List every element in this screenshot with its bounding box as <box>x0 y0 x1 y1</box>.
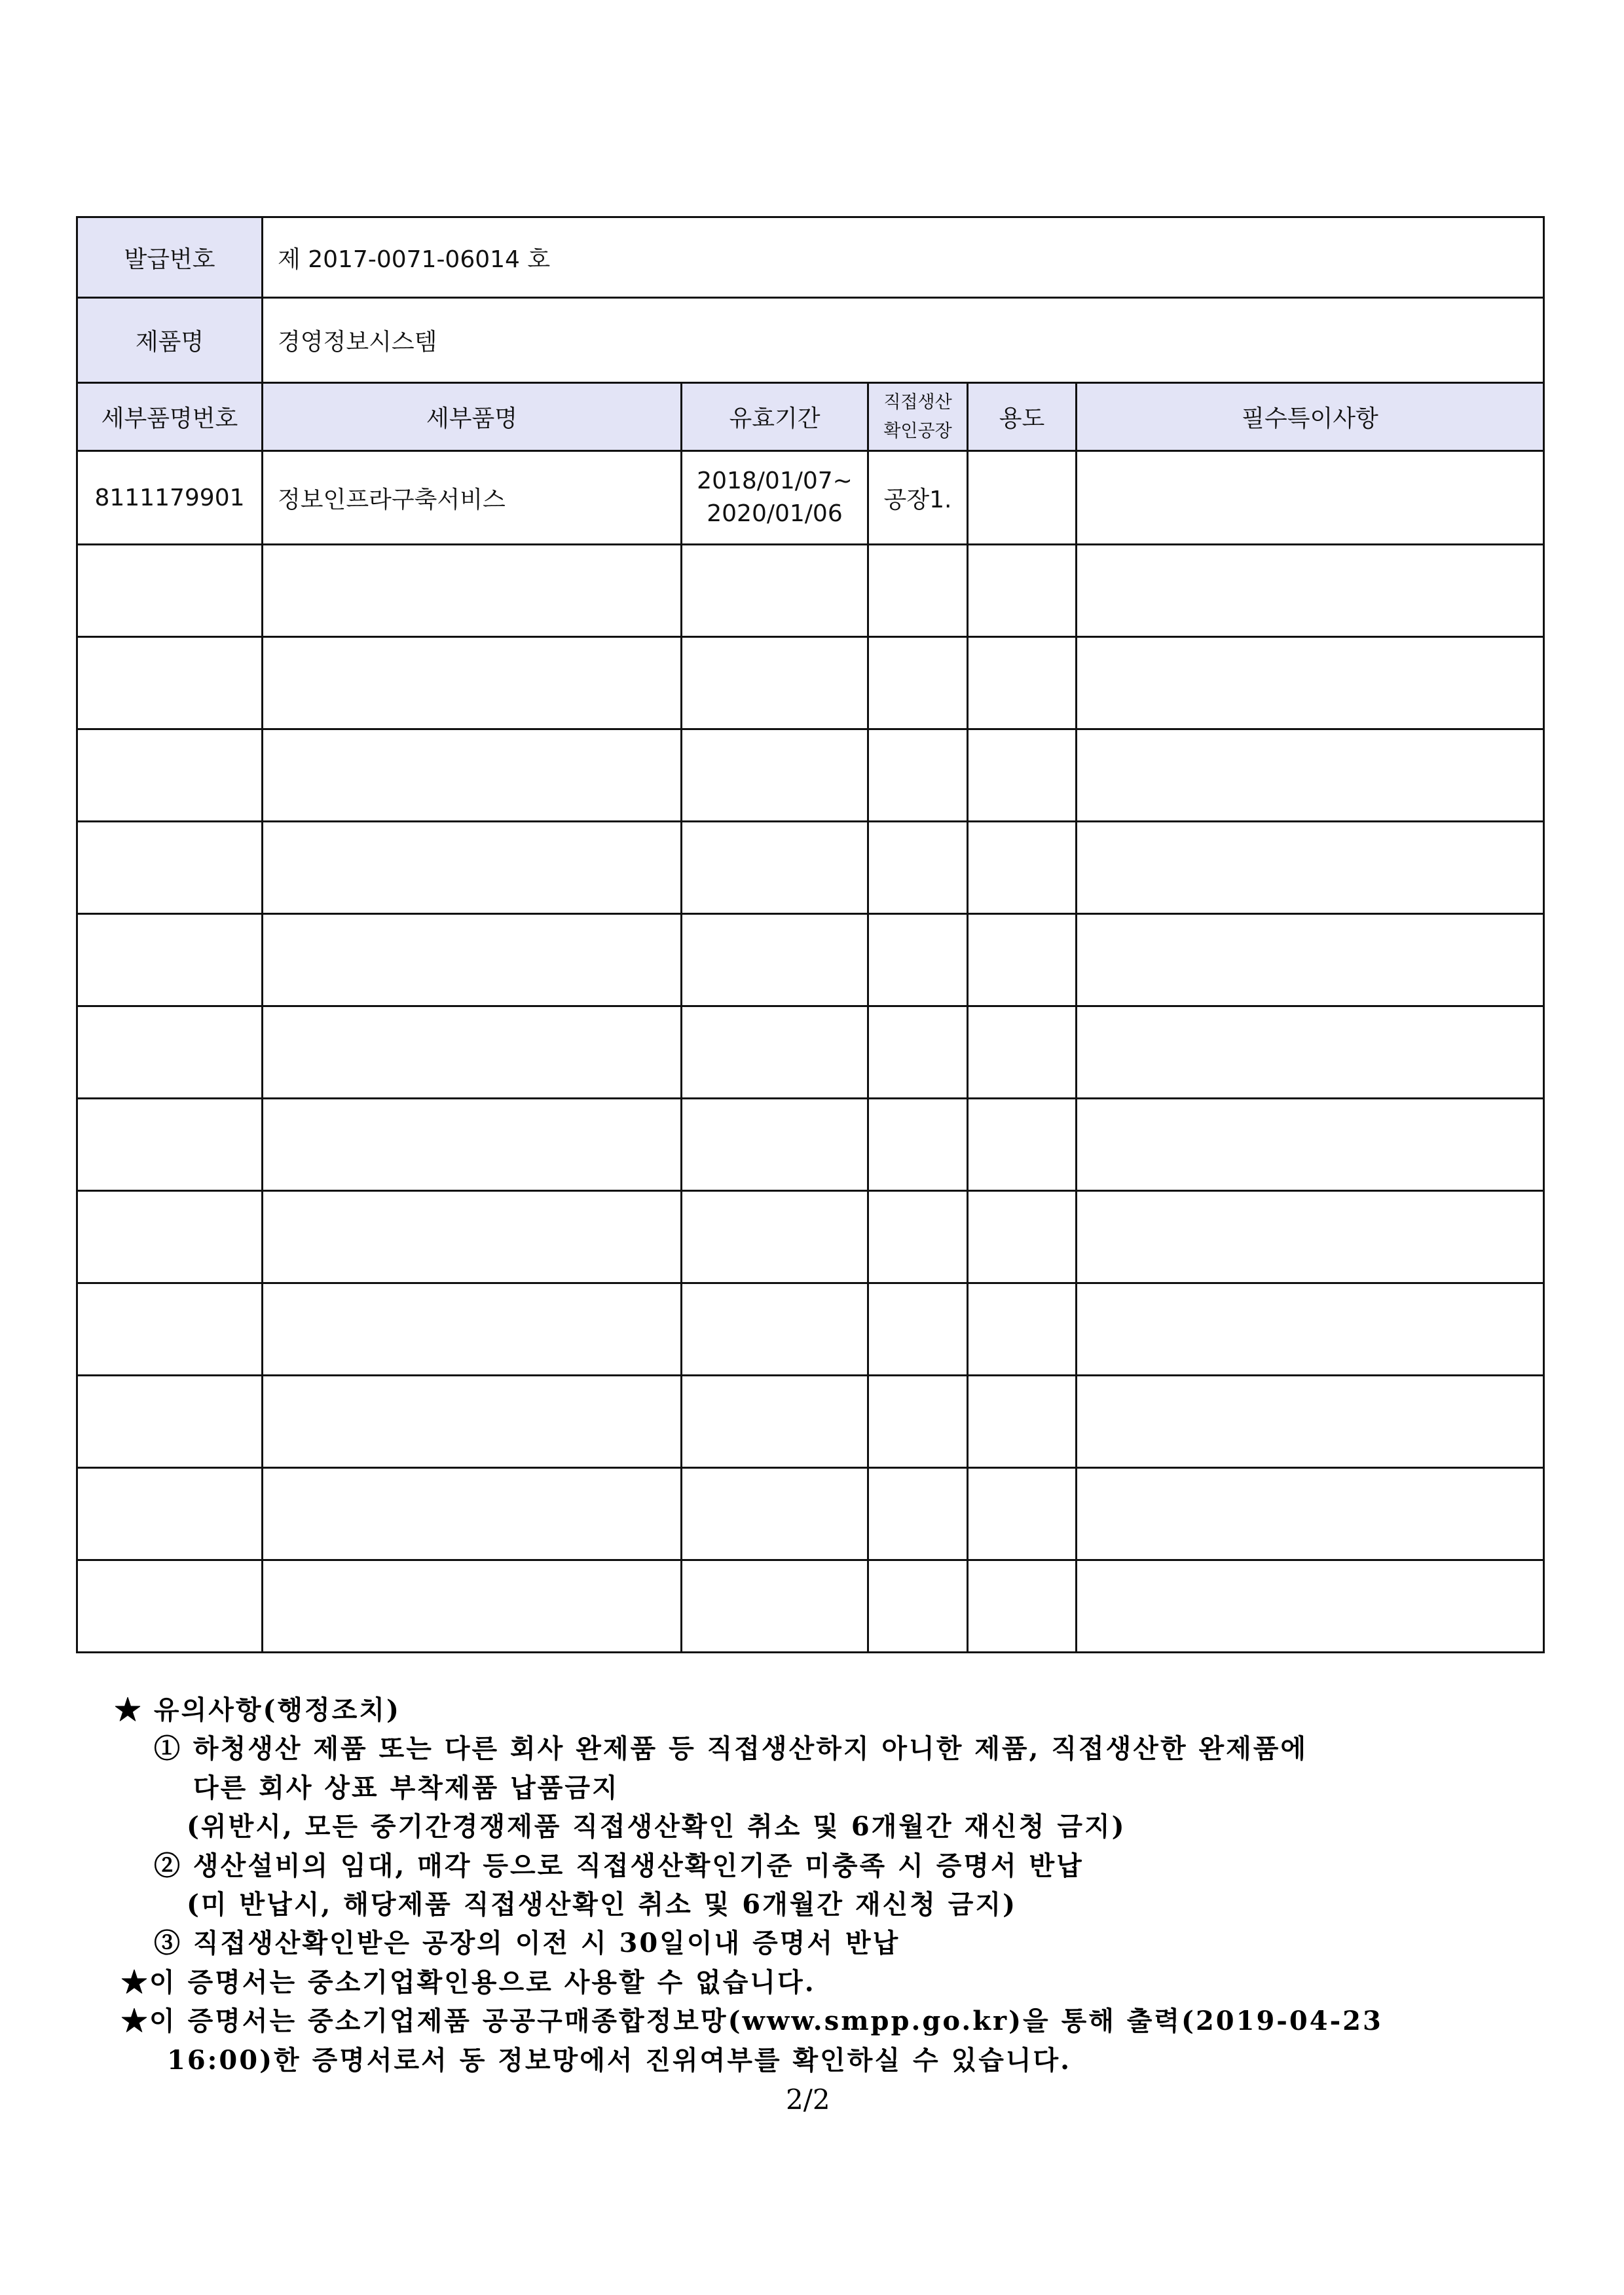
empty-cell <box>868 1376 968 1468</box>
empty-cell <box>1077 1191 1544 1283</box>
empty-cell <box>968 822 1077 914</box>
empty-cell <box>868 1560 968 1653</box>
col-header-usage: 용도 <box>968 383 1077 451</box>
empty-cell <box>868 545 968 637</box>
empty-cell <box>77 1283 263 1376</box>
empty-cell <box>1077 822 1544 914</box>
cell-remarks <box>1077 451 1544 545</box>
empty-cell <box>1077 1006 1544 1099</box>
table-header-row <box>77 383 1544 451</box>
empty-cell <box>968 1006 1077 1099</box>
empty-cell <box>77 729 263 822</box>
table-row-empty <box>77 1006 1544 1099</box>
empty-cell <box>77 1191 263 1283</box>
empty-cell <box>263 822 682 914</box>
empty-cell <box>968 914 1077 1006</box>
empty-cell <box>263 1560 682 1653</box>
empty-cell <box>263 1099 682 1191</box>
empty-cell <box>1077 1468 1544 1560</box>
empty-cell <box>682 1283 868 1376</box>
table-row-empty <box>77 637 1544 729</box>
table-row-empty <box>77 1560 1544 1653</box>
empty-cell <box>868 1468 968 1560</box>
note-item-1-cont: 다른 회사 상표 부착제품 납품금지 <box>193 1772 619 1803</box>
empty-cell <box>1077 545 1544 637</box>
note-item-1: ① 하청생산 제품 또는 다른 회사 완제품 등 직접생산하지 아니한 제품, 직접생산한 완제품에 <box>154 1733 1308 1765</box>
empty-cell <box>1077 1283 1544 1376</box>
empty-cell <box>868 914 968 1006</box>
empty-cell <box>682 1099 868 1191</box>
empty-cell <box>263 1006 682 1099</box>
col-header-detail-name: 세부품명 <box>263 383 682 451</box>
warning-2-line2: 16:00)한 증명서로서 동 정보망에서 진위여부를 확인하실 수 있습니다. <box>167 2044 1072 2076</box>
product-name-row <box>77 298 1544 383</box>
empty-cell <box>682 1560 868 1653</box>
empty-cell <box>77 1006 263 1099</box>
table-row-empty <box>77 729 1544 822</box>
empty-cell <box>263 914 682 1006</box>
empty-cell <box>263 1283 682 1376</box>
empty-cell <box>263 1376 682 1468</box>
empty-cell <box>968 729 1077 822</box>
empty-cell <box>682 914 868 1006</box>
empty-cell <box>77 1099 263 1191</box>
empty-cell <box>868 1283 968 1376</box>
issue-number-row <box>77 217 1544 298</box>
col-header-factory-line2: 확인공장 <box>883 420 952 441</box>
empty-cell <box>682 637 868 729</box>
empty-cell <box>263 545 682 637</box>
col-header-detail-number: 세부품명번호 <box>77 383 263 451</box>
empty-cell <box>1077 1376 1544 1468</box>
issue-number-value: 제 2017-0071-06014 호 <box>263 217 1544 298</box>
empty-cell <box>968 1376 1077 1468</box>
empty-cell <box>77 1560 263 1653</box>
empty-cell <box>968 637 1077 729</box>
product-name-value: 경영정보시스템 <box>263 298 1544 383</box>
empty-cell <box>868 729 968 822</box>
empty-cell <box>263 1468 682 1560</box>
empty-cell <box>77 914 263 1006</box>
empty-cell <box>682 545 868 637</box>
cell-usage <box>968 451 1077 545</box>
empty-cell <box>263 729 682 822</box>
table-row-empty <box>77 545 1544 637</box>
warning-1: ★이 증명서는 중소기업확인용으로 사용할 수 없습니다. <box>121 1966 816 1998</box>
empty-cell <box>682 729 868 822</box>
page-number: 2/2 <box>786 2084 830 2116</box>
validity-start: 2018/01/07~ <box>697 468 853 494</box>
empty-cell <box>1077 637 1544 729</box>
empty-cell <box>682 822 868 914</box>
table-row-empty <box>77 914 1544 1006</box>
empty-cell <box>77 1468 263 1560</box>
empty-cell <box>968 1560 1077 1653</box>
empty-cell <box>682 1006 868 1099</box>
empty-cell <box>1077 914 1544 1006</box>
table-row-empty <box>77 1099 1544 1191</box>
empty-cell <box>868 1099 968 1191</box>
notes-title: ★ 유의사항(행정조치) <box>115 1695 401 1725</box>
table-row-empty <box>77 1468 1544 1560</box>
empty-cell <box>1077 1099 1544 1191</box>
col-header-validity: 유효기간 <box>682 383 868 451</box>
empty-cell <box>77 822 263 914</box>
col-header-remarks: 필수특이사항 <box>1077 383 1544 451</box>
empty-cell <box>968 1468 1077 1560</box>
empty-cell <box>263 1191 682 1283</box>
empty-cell <box>682 1191 868 1283</box>
product-name-label: 제품명 <box>77 298 263 383</box>
validity-end: 2020/01/06 <box>707 500 843 527</box>
empty-cell <box>1077 1560 1544 1653</box>
empty-cell <box>263 637 682 729</box>
table-row <box>77 451 1544 545</box>
note-item-1-penalty: (위반시, 모든 중기간경쟁제품 직접생산확인 취소 및 6개월간 재신청 금지) <box>187 1811 1126 1843</box>
issue-number-label: 발급번호 <box>77 217 263 298</box>
table-row-empty <box>77 1283 1544 1376</box>
table-row-empty <box>77 1376 1544 1468</box>
cell-validity <box>682 451 868 545</box>
empty-cell <box>1077 729 1544 822</box>
empty-cell <box>868 637 968 729</box>
col-header-factory <box>868 383 968 451</box>
empty-cell <box>868 822 968 914</box>
empty-cell <box>968 1283 1077 1376</box>
cell-factory: 공장1. <box>868 451 968 545</box>
empty-cell <box>682 1376 868 1468</box>
col-header-factory-line1: 직접생산 <box>883 392 952 413</box>
empty-cell <box>77 545 263 637</box>
empty-cell <box>77 637 263 729</box>
cell-detail-name: 정보인프라구축서비스 <box>263 451 682 545</box>
table-row-empty <box>77 822 1544 914</box>
empty-cell <box>868 1191 968 1283</box>
note-item-2-penalty: (미 반납시, 해당제품 직접생산확인 취소 및 6개월간 재신청 금지) <box>187 1889 1018 1920</box>
empty-cell <box>968 1099 1077 1191</box>
note-item-3: ③ 직접생산확인받은 공장의 이전 시 30일이내 증명서 반납 <box>154 1928 900 1959</box>
table-row-empty <box>77 1191 1544 1283</box>
note-item-2: ② 생산설비의 임대, 매각 등으로 직접생산확인기준 미충족 시 증명서 반납 <box>154 1850 1084 1881</box>
cell-detail-number: 8111179901 <box>77 451 263 545</box>
empty-cell <box>682 1468 868 1560</box>
empty-cell <box>77 1376 263 1468</box>
certificate-table <box>76 216 1545 1653</box>
empty-cell <box>968 545 1077 637</box>
warning-2-line1: ★이 증명서는 중소기업제품 공공구매종합정보망(www.smpp.go.kr)을 통해 출력(2019-04-23 <box>121 2006 1383 2037</box>
empty-cell <box>968 1191 1077 1283</box>
notes-section <box>115 1691 1542 2080</box>
empty-cell <box>868 1006 968 1099</box>
